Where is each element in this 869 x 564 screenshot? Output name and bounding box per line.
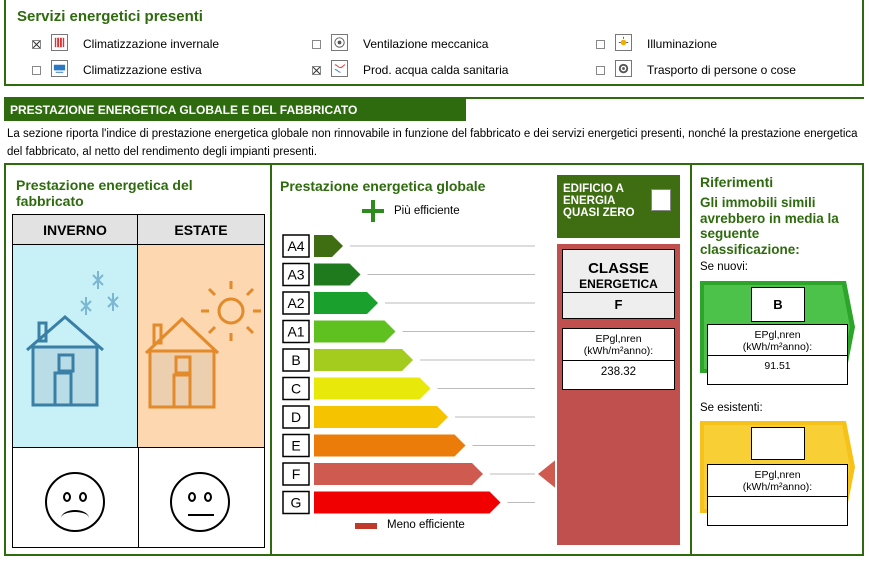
service-checkbox[interactable] [32, 66, 41, 75]
energy-class-label: A3 [287, 266, 305, 283]
existing-ep-divider [708, 496, 847, 497]
new-ep-label: EPgl,nren [754, 329, 801, 341]
energy-class-bar [314, 492, 501, 514]
radiator-icon [51, 34, 68, 51]
energy-class-label: F [291, 466, 301, 482]
energy-class-label: C [290, 380, 302, 397]
new-ep-value: 91.51 [764, 360, 791, 372]
classe-box [562, 249, 675, 319]
energy-class-row [283, 463, 535, 485]
nzeb-box [557, 175, 680, 238]
energy-class-bar [314, 235, 343, 257]
section-description: La sezione riporta l'indice di prestazione energetica globale non rinnovabile in funzione del fabbricato e dei servizi energetici presenti, nonché la prestazione energetica del fabbricato, al netto del rendimento degli impianti presenti. [7, 128, 858, 158]
energy-class-bar [314, 349, 413, 371]
divider-left [270, 163, 272, 556]
energy-class-label: A1 [287, 323, 305, 340]
energy-class-label: G [290, 494, 302, 511]
existing-ep-box [707, 464, 848, 526]
winter-face-icon [45, 472, 105, 532]
sun-icon [201, 281, 261, 341]
new-label: Se nuovi: [700, 261, 748, 273]
winter-house-icon [13, 245, 136, 445]
summer-face-icon [170, 472, 230, 532]
service-checkbox[interactable] [312, 40, 321, 49]
section-header-text: PRESTAZIONE ENERGETICA GLOBALE E DEL FABBRICATO [10, 103, 358, 117]
fabbricato-title: Prestazione energetica del fabbricato [16, 177, 193, 209]
nzeb-label: EDIFICIO A ENERGIA QUASI ZERO [563, 183, 635, 219]
winter-label: INVERNO [43, 222, 107, 238]
lightbulb-icon [615, 34, 632, 51]
energy-class-label: A4 [287, 238, 305, 254]
summer-cell [138, 245, 264, 448]
energy-class-row [283, 292, 535, 314]
existing-ep-unit: (kWh/m²anno): [742, 481, 813, 493]
energy-class-row [283, 264, 535, 286]
winter-cell [13, 245, 138, 448]
riferimenti-subtitle: Gli immobili simili avrebbero in media la seguente classificazione: [700, 195, 839, 257]
energy-class-bar [314, 321, 396, 343]
energy-class-row [283, 235, 535, 257]
new-class-box [751, 287, 805, 322]
energy-class-bar [314, 264, 361, 286]
energy-class-row [283, 349, 535, 371]
fabbricato-grid [12, 214, 265, 548]
classe-divider [563, 292, 674, 293]
service-checkbox[interactable] [312, 66, 321, 75]
riferimenti-title: Riferimenti [700, 174, 774, 190]
energy-class-scale [280, 230, 555, 520]
energy-class-label: E [291, 437, 301, 454]
service-checkbox[interactable] [596, 40, 605, 49]
energy-class-row [283, 406, 535, 428]
ep-unit: (kWh/m²anno): [583, 345, 654, 357]
new-ep-divider [708, 355, 847, 356]
bottom-efficiency-label: Meno efficiente [387, 519, 465, 531]
energy-class-row [283, 435, 535, 457]
new-ep-box [707, 324, 848, 385]
existing-class-box [751, 427, 805, 460]
summer-header [138, 215, 264, 245]
new-class-value: B [773, 297, 783, 312]
service-label: Climatizzazione invernale [83, 37, 220, 51]
energy-class-label: B [291, 352, 301, 368]
winter-header [13, 215, 138, 245]
services-title: Servizi energetici presenti [17, 8, 203, 25]
services-panel [4, 0, 864, 86]
plus-icon [362, 200, 384, 222]
top-efficiency-label: Più efficiente [394, 205, 460, 217]
ep-divider [563, 360, 674, 361]
energy-class-bar [314, 435, 466, 457]
energy-class-label: D [290, 409, 302, 425]
summer-house-icon [138, 245, 262, 445]
nzeb-checkbox [651, 189, 671, 211]
ep-box [562, 328, 675, 390]
energy-class-bar [314, 292, 378, 314]
globale-title: Prestazione energetica globale [280, 178, 486, 194]
classe-value: F [614, 297, 623, 312]
grid-mid-divider [138, 448, 139, 548]
service-label: Climatizzazione estiva [83, 63, 202, 77]
service-label: Prod. acqua calda sanitaria [363, 63, 509, 77]
classe-panel [557, 244, 680, 545]
service-checkbox[interactable] [32, 40, 41, 49]
ep-label: EPgl,nren [595, 333, 642, 345]
energy-class-row [283, 378, 535, 400]
existing-ep-label: EPgl,nren [754, 469, 801, 481]
less-efficient-swatch [355, 523, 377, 529]
fan-icon [331, 34, 348, 51]
service-label: Trasporto di persone o cose [647, 63, 796, 77]
snowflake-icon [81, 271, 118, 315]
gear-icon [615, 60, 632, 77]
service-checkbox[interactable] [596, 66, 605, 75]
ep-value: 238.32 [600, 366, 637, 378]
classe-subtitle: ENERGETICA [579, 277, 658, 291]
air-conditioner-icon [51, 60, 68, 77]
divider-right [690, 163, 692, 556]
hot-water-icon [331, 60, 348, 77]
summer-label: ESTATE [174, 222, 228, 238]
current-class-pointer [538, 458, 555, 490]
existing-label: Se esistenti: [700, 402, 763, 414]
energy-class-row [283, 492, 535, 514]
energy-class-bar [314, 463, 483, 485]
section-header [4, 99, 466, 121]
energy-class-bar [314, 378, 431, 400]
energy-class-row [283, 321, 535, 343]
new-ep-unit: (kWh/m²anno): [742, 341, 813, 353]
energy-class-bar [314, 406, 448, 428]
service-label: Illuminazione [647, 37, 718, 51]
service-label: Ventilazione meccanica [363, 37, 489, 51]
classe-title: CLASSE [588, 260, 649, 277]
energy-class-label: A2 [287, 295, 305, 311]
